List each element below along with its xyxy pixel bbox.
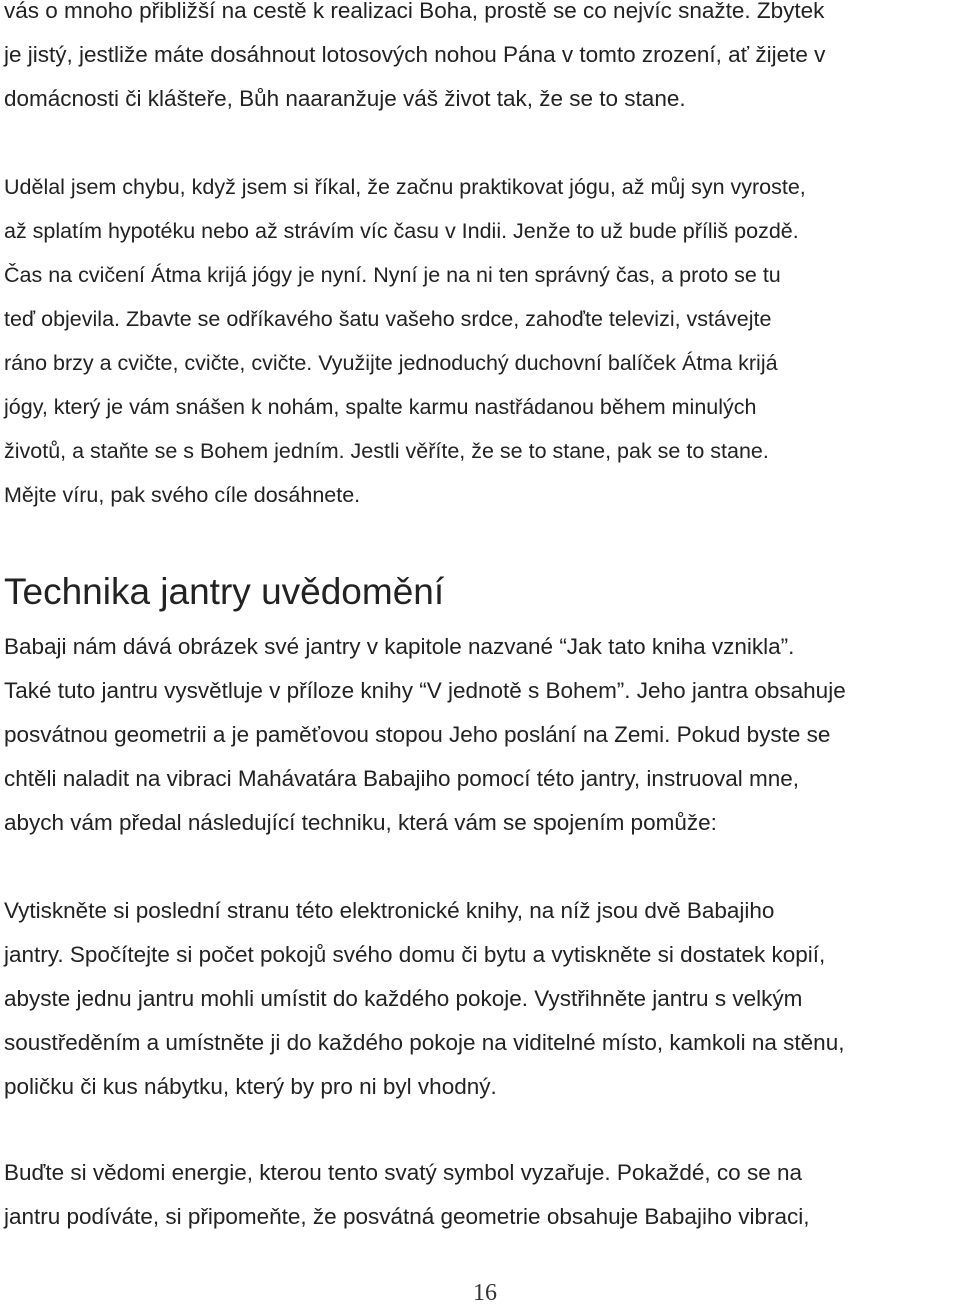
paragraph-yantra-instructions: [4, 889, 954, 1109]
text-line: Babaji nám dává obrázek své jantry v kapitole nazvané “Jak tato kniha vznikla”.: [4, 634, 795, 659]
text-line: poličku či kus nábytku, který by pro ni byl vhodný.: [4, 1074, 497, 1099]
text-line: Mějte víru, pak svého cíle dosáhnete.: [4, 483, 361, 507]
text-line: ráno brzy a cvičte, cvičte, cvičte. Využijte jednoduchý duchovní balíček Átma krijá: [4, 351, 778, 375]
text-line: domácnosti či klášteře, Bůh naaranžuje váš život tak, že se to stane.: [4, 86, 686, 111]
text-line: Udělal jsem chybu, když jsem si říkal, že začnu praktikovat jógu, až můj syn vyroste,: [4, 175, 806, 199]
text-line: abyste jednu jantru mohli umístit do každého pokoje. Vystřihněte jantru s velkým: [4, 986, 803, 1011]
text-line: životů, a staňte se s Bohem jedním. Jestli věříte, že se to stane, pak se to stane.: [4, 439, 769, 463]
paragraph-atma-kriya: [4, 165, 954, 517]
text-line: posvátnou geometrii a je paměťovou stopou Jeho poslání na Zemi. Pokud byste se: [4, 722, 831, 747]
text-line: Čas na cvičení Átma krijá jógy je nyní. Nyní je na ni ten správný čas, a proto se tu: [4, 263, 781, 287]
text-line: jantry. Spočítejte si počet pokojů svého domu či bytu a vytiskněte si dostatek kopií,: [4, 942, 826, 967]
text-line: až splatím hypotéku nebo až strávím víc času v Indii. Jenže to už bude příliš pozdě.: [4, 219, 799, 243]
text-line: Vytiskněte si poslední stranu této elektronické knihy, na níž jsou dvě Babajiho: [4, 898, 775, 923]
paragraph-intro: [4, 0, 954, 121]
paragraph-yantra-awareness: [4, 1151, 954, 1239]
section-heading: Technika jantry uvědomění: [4, 571, 445, 612]
text-line: Také tuto jantru vysvětluje v příloze knihy “V jednotě s Bohem”. Jeho jantra obsahuje: [4, 678, 846, 703]
text-line: soustředěním a umístněte ji do každého pokoje na viditelné místo, kamkoli na stěnu,: [4, 1030, 845, 1055]
text-line: teď objevila. Zbavte se odříkavého šatu vašeho srdce, zahoďte televizi, vstávejte: [4, 307, 772, 331]
text-line: je jistý, jestliže máte dosáhnout lotosových nohou Pána v tomto zrození, ať žijete v: [4, 42, 826, 67]
page-number: 16: [473, 1280, 497, 1306]
text-line: vás o mnoho přibližší na cestě k realizaci Boha, prostě se co nejvíc snažte. Zbytek: [4, 0, 825, 23]
text-line: jógy, který je vám snášen k nohám, spalte karmu nastřádanou během minulých: [4, 395, 757, 419]
text-line: Buďte si vědomi energie, kterou tento svatý symbol vyzařuje. Pokaždé, co se na: [4, 1160, 802, 1185]
text-line: abych vám předal následující techniku, která vám se spojením pomůže:: [4, 810, 717, 835]
text-line: chtěli naladit na vibraci Mahávatára Babajiho pomocí této jantry, instruoval mne,: [4, 766, 800, 791]
paragraph-yantra-intro: [4, 625, 954, 845]
text-line: jantru podíváte, si připomeňte, že posvátná geometrie obsahuje Babajiho vibraci,: [4, 1204, 810, 1229]
